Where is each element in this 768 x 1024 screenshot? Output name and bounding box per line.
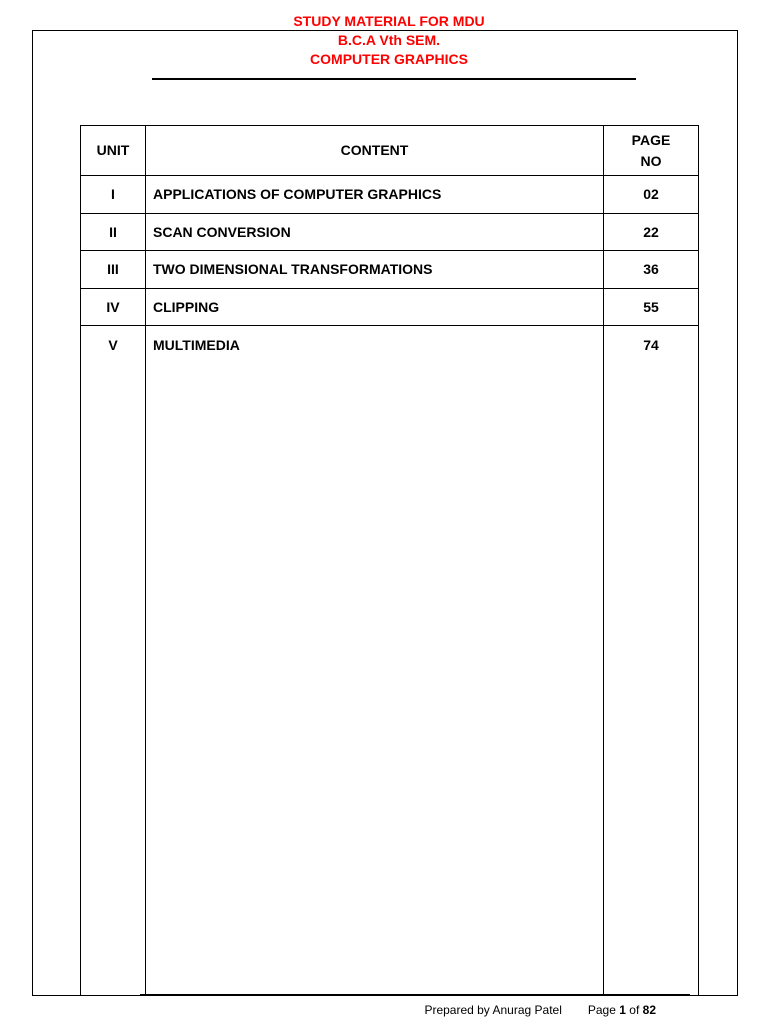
toc-header-content: CONTENT (146, 126, 604, 176)
header-divider (152, 78, 636, 80)
footer-of-word: of (629, 1003, 640, 1017)
toc-content-cell: SCAN CONVERSION (146, 213, 604, 251)
footer-author: Prepared by Anurag Patel (424, 1003, 562, 1017)
toc-unit-cell: III (81, 251, 146, 289)
footer-current-page: 1 (619, 1003, 626, 1017)
toc-empty-space (81, 363, 699, 996)
toc-content-cell: MULTIMEDIA (146, 326, 604, 364)
toc-empty-cell (604, 363, 699, 996)
header-title: STUDY MATERIAL FOR MDU (293, 13, 485, 29)
toc-header-unit: UNIT (81, 126, 146, 176)
table-row (81, 251, 699, 289)
toc-header-page-line1: PAGE (631, 131, 671, 148)
toc-unit-cell: V (81, 326, 146, 364)
page-footer (424, 1003, 656, 1017)
toc-content-cell: APPLICATIONS OF COMPUTER GRAPHICS (146, 176, 604, 214)
toc-header-page (604, 126, 699, 176)
table-row (81, 326, 699, 364)
toc-page-cell: 22 (604, 213, 699, 251)
toc-header-row (81, 126, 699, 176)
toc-content-cell: CLIPPING (146, 288, 604, 326)
header-course: B.C.A Vth SEM. (337, 32, 441, 48)
toc-page-cell: 55 (604, 288, 699, 326)
toc-page-cell: 36 (604, 251, 699, 289)
footer-page-word: Page (587, 1003, 616, 1017)
toc-page-cell: 02 (604, 176, 699, 214)
header-subject: COMPUTER GRAPHICS (310, 51, 468, 67)
table-row (81, 213, 699, 251)
footer-total-pages: 82 (642, 1003, 656, 1017)
toc-unit-cell: I (81, 176, 146, 214)
table-row (81, 176, 699, 214)
footer-divider (140, 994, 690, 996)
toc-header-page-line2: NO (640, 152, 662, 169)
table-of-contents (80, 125, 699, 996)
toc-empty-cell (81, 363, 146, 996)
toc-content-cell: TWO DIMENSIONAL TRANSFORMATIONS (146, 251, 604, 289)
toc-unit-cell: IV (81, 288, 146, 326)
table-row (81, 288, 699, 326)
toc-unit-cell: II (81, 213, 146, 251)
toc-empty-cell (146, 363, 604, 996)
toc-page-cell: 74 (604, 326, 699, 364)
